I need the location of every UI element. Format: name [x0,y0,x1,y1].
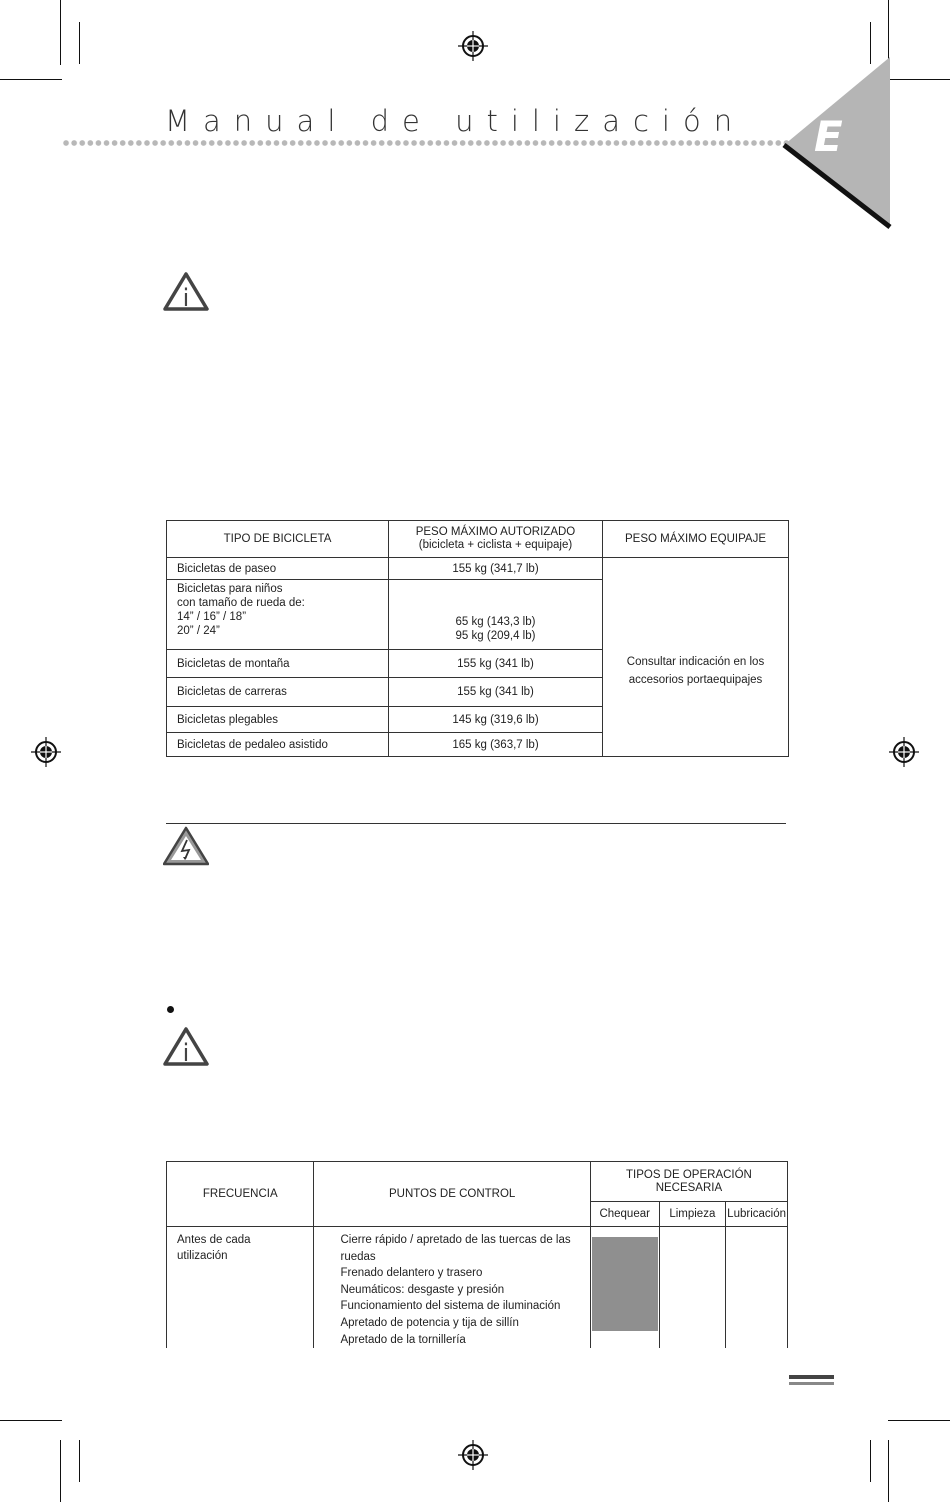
cell-weight [389,580,603,650]
col-header-type: TIPO DE BICICLETA [167,521,389,558]
col-header-frequency: FRECUENCIA [167,1162,314,1227]
col-header-max-weight-label: PESO MÁXIMO AUTORIZADO [415,526,576,538]
shaded-check-block [592,1237,658,1331]
col-header-ops-label: NECESARIA [655,1181,723,1194]
control-point: Neumáticos: desgaste y presión [340,1283,505,1296]
page-title: Manual de utilización [165,104,746,138]
cell-line: 14” / 16” / 18” [177,611,247,623]
cell-line: Antes de cada [177,1234,251,1246]
col-header-points: PUNTOS DE CONTROL [314,1162,590,1227]
control-point: Cierre rápido / apretado de las tuercas de las ruedas [340,1234,571,1263]
cell-lube [726,1227,788,1349]
registration-mark-icon [458,31,488,61]
crop-mark [79,1440,80,1482]
electric-hazard-icon [163,826,209,866]
registration-mark-icon [31,737,61,767]
cell-type: Bicicletas de carreras [167,678,389,707]
cell-line: con tamaño de rueda de: [177,597,305,609]
cell-weight: 155 kg (341,7 lb) [389,558,603,580]
cell-line: 20” / 24” [177,625,220,637]
col-header-max-weight-sub: (bicicleta + ciclista + equipaje) [418,539,573,551]
control-point: Frenado delantero y trasero [340,1267,483,1280]
table-row [167,558,789,580]
control-point: Apretado de la tornillería [340,1333,466,1346]
cell-type: Bicicletas de pedaleo asistido [167,733,389,757]
cell-type: Bicicletas plegables [167,707,389,733]
table-row [167,1227,788,1349]
cell-line: 65 kg (143,3 lb) [455,616,536,628]
cell-weight: 165 kg (363,7 lb) [389,733,603,757]
col-header-lube: Lubricación [726,1202,788,1227]
bullet-dot [167,1006,174,1013]
svg-text:i: i [182,1039,190,1066]
cell-luggage-note [603,558,789,757]
weight-table [166,520,789,757]
maintenance-table [166,1161,788,1348]
luggage-note-line: accesorios portaequipajes [628,674,763,686]
cell-type [167,580,389,650]
crop-mark [888,1440,889,1502]
cell-type: Bicicletas de montaña [167,650,389,678]
cell-type: Bicicletas de paseo [167,558,389,580]
section-divider [166,823,786,824]
crop-mark [0,79,62,80]
control-point: Funcionamiento del sistema de iluminación [340,1300,561,1313]
crop-mark [0,1420,62,1421]
registration-mark-icon [458,1440,488,1470]
page-number-bar [789,1382,834,1385]
info-warning-icon [163,1026,209,1066]
control-point: Apretado de potencia y tija de sillín [340,1316,519,1329]
crop-mark [79,22,80,64]
col-header-clean: Limpieza [659,1202,726,1227]
cell-line: utilización [177,1250,228,1262]
page-number-bar [789,1375,834,1379]
col-header-max-weight [389,521,603,558]
info-warning-icon [163,271,209,311]
cell-frequency [167,1227,314,1349]
registration-mark-icon [889,737,919,767]
col-header-ops-label: TIPOS DE OPERACIÓN [625,1168,752,1181]
svg-text:i: i [182,284,190,311]
cell-line: Bicicletas para niños [177,583,283,595]
dotted-rule [62,139,792,147]
table-header-row [167,521,789,558]
luggage-note-line: Consultar indicación en los [626,656,765,668]
crop-mark [60,0,61,65]
cell-weight: 155 kg (341 lb) [389,678,603,707]
cell-points [314,1227,590,1349]
crop-mark [60,1440,61,1502]
cell-line: 95 kg (209,4 lb) [455,630,536,642]
table-header-row [167,1162,788,1202]
col-header-luggage: PESO MÁXIMO EQUIPAJE [603,521,789,558]
crop-mark [888,79,950,80]
cell-check-marked [590,1227,659,1349]
col-header-check: Chequear [590,1202,659,1227]
cell-clean [659,1227,726,1349]
crop-mark [870,1440,871,1482]
crop-mark [888,1420,950,1421]
col-header-ops [590,1162,787,1202]
cell-weight: 145 kg (319,6 lb) [389,707,603,733]
section-letter: E [814,112,843,161]
cell-weight: 155 kg (341 lb) [389,650,603,678]
